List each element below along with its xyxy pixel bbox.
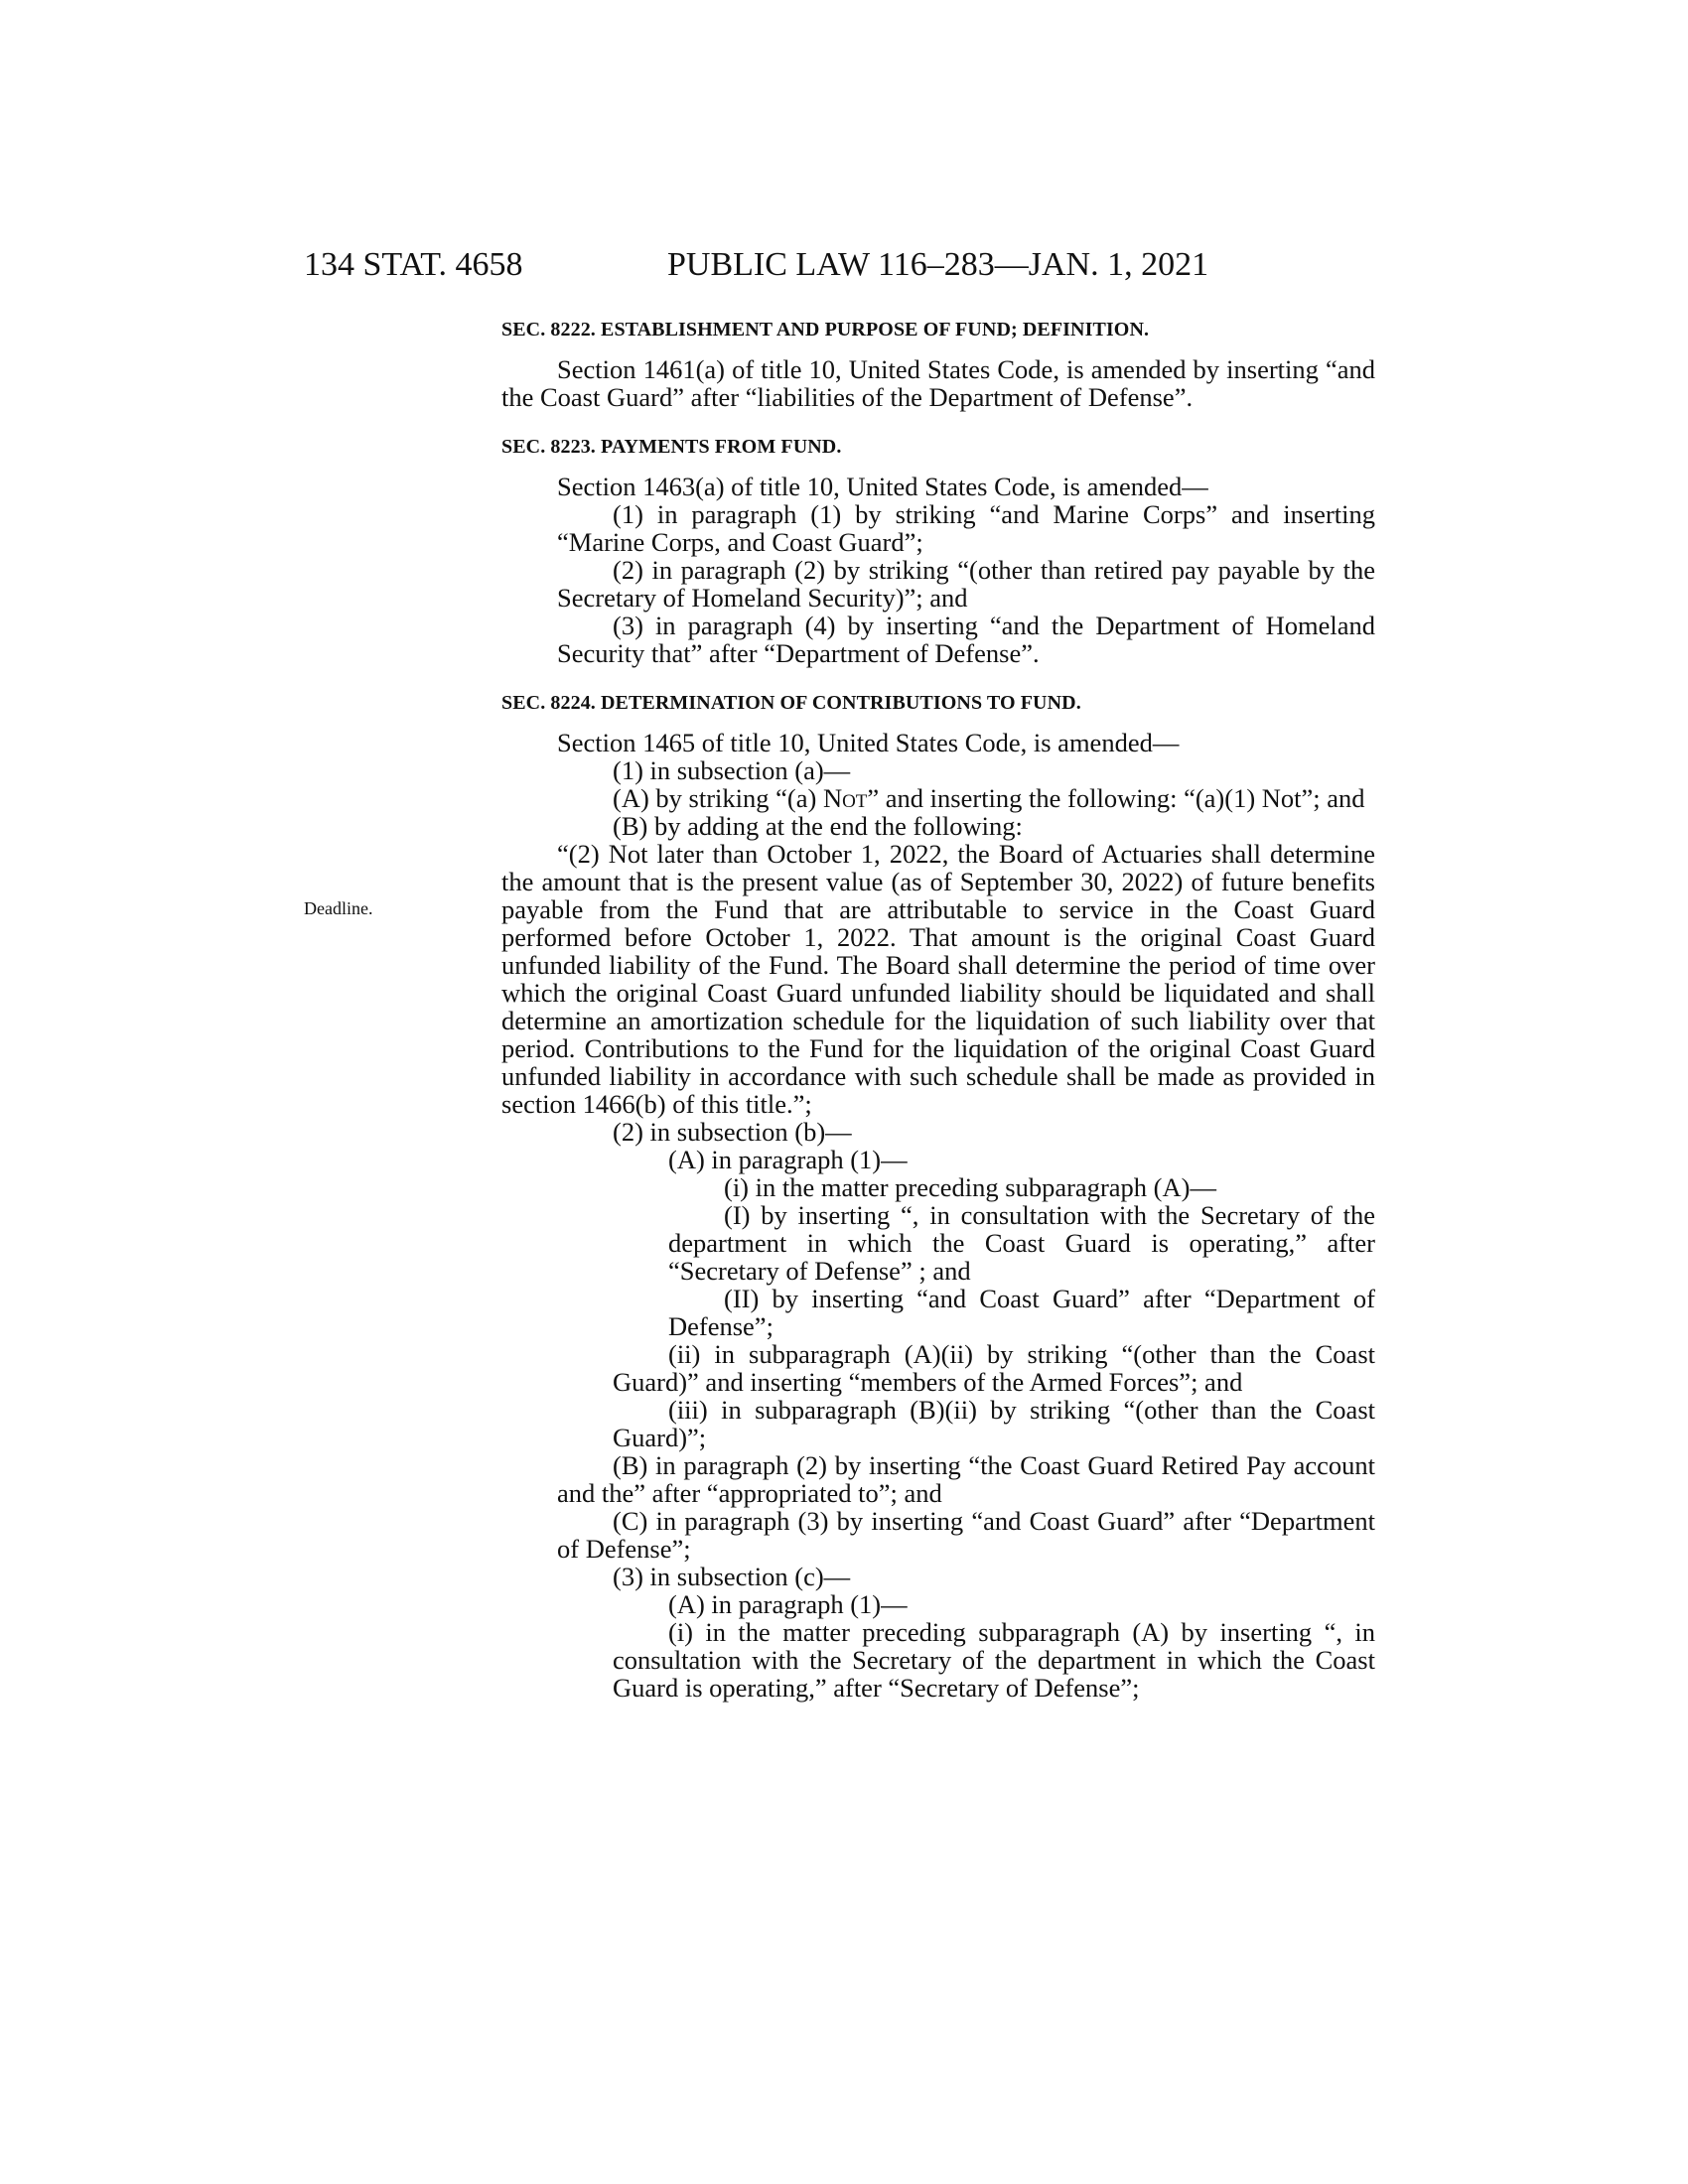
paragraph: (B) in paragraph (2) by inserting “the Coast Guard Retired Pay account and the” after “appropriated to”; and bbox=[557, 1450, 1375, 1508]
paragraph: (i) in the matter preceding subparagraph (A) by inserting “, in consultation with the Secretary of the department in which the Coast Guard is operating,” after “Secretary of Defense”; bbox=[613, 1617, 1375, 1703]
paragraph: (2) in subsection (b)— bbox=[613, 1117, 852, 1147]
small-caps-text: Not bbox=[822, 783, 868, 813]
text-run: (A) by striking “(a) bbox=[613, 783, 823, 813]
paragraph: (I) by inserting “, in consultation with the Secretary of the department in which the Coast Guard is operating,” after “Secretary of Defense” ; and bbox=[668, 1200, 1375, 1286]
paragraph: (A) in paragraph (1)— bbox=[668, 1589, 908, 1619]
section-heading: SEC. 8222. ESTABLISHMENT AND PURPOSE OF FUND; DEFINITION. bbox=[501, 319, 1150, 341]
quoted-paragraph: “(2) Not later than October 1, 2022, the Board of Actuaries shall determine the amount that is the present value (as of September 30, 2022) of future benefits payable from the Fund that are attributable to service in the Coast Guard performed before October 1, 2022. That amount is the original Coast Guard unfunded liability of the Fund. The Board shall determine the period of time over which the original Coast Guard unfunded liability should be liquidated and shall determine an amortization schedule for the liquidation of such liability over that period. Contributions to the Fund for the liquidation of the original Coast Guard unfunded liability in accordance with such schedule shall be made as provided in section 1466(b) of this title.”; bbox=[501, 839, 1375, 1119]
paragraph: (3) in paragraph (4) by inserting “and the Department of Homeland Security that” after “Department of Defense”. bbox=[557, 611, 1375, 668]
paragraph: (i) in the matter preceding subparagraph (A)— bbox=[724, 1172, 1216, 1202]
paragraph bbox=[501, 784, 1375, 812]
section-heading: SEC. 8223. PAYMENTS FROM FUND. bbox=[501, 436, 842, 458]
paragraph: Section 1461(a) of title 10, United States Code, is amended by inserting “and the Coast Guard” after “liabilities of the Department of Defense”. bbox=[501, 354, 1375, 412]
paragraph: (2) in paragraph (2) by striking “(other than retired pay payable by the Secretary of Homeland Security)”; and bbox=[557, 555, 1375, 613]
public-law-reference: PUBLIC LAW 116–283—JAN. 1, 2021 bbox=[667, 246, 1209, 283]
paragraph: (II) by inserting “and Coast Guard” after “Department of Defense”; bbox=[668, 1284, 1375, 1341]
paragraph: Section 1463(a) of title 10, United States Code, is amended— bbox=[557, 472, 1208, 501]
paragraph: (3) in subsection (c)— bbox=[613, 1562, 851, 1591]
paragraph: (B) by adding at the end the following: bbox=[613, 811, 1023, 841]
paragraph: (1) in subsection (a)— bbox=[613, 755, 851, 785]
section-heading: SEC. 8224. DETERMINATION OF CONTRIBUTIONS TO FUND. bbox=[501, 692, 1081, 714]
section-8222 bbox=[501, 316, 1375, 411]
section-8223 bbox=[501, 433, 1375, 667]
paragraph: (A) in paragraph (1)— bbox=[668, 1145, 908, 1174]
paragraph: (C) in paragraph (3) by inserting “and Coast Guard” after “Department of Defense”; bbox=[557, 1506, 1375, 1564]
body-text bbox=[501, 316, 1375, 1723]
section-8224 bbox=[501, 689, 1375, 1702]
paragraph: (1) in paragraph (1) by striking “and Marine Corps” and inserting “Marine Corps, and Coast Guard”; bbox=[557, 499, 1375, 557]
text-run: ” and inserting the following: “(a)(1) Not”; and bbox=[867, 783, 1365, 813]
paragraph: Section 1465 of title 10, United States Code, is amended— bbox=[557, 728, 1180, 757]
paragraph: (ii) in subparagraph (A)(ii) by striking “(other than the Coast Guard)” and inserting “members of the Armed Forces”; and bbox=[613, 1339, 1375, 1397]
margin-note-deadline: Deadline. bbox=[304, 898, 373, 918]
stat-reference: 134 STAT. 4658 bbox=[304, 246, 523, 283]
paragraph: (iii) in subparagraph (B)(ii) by striking “(other than the Coast Guard)”; bbox=[613, 1395, 1375, 1452]
page-header bbox=[0, 246, 1688, 286]
